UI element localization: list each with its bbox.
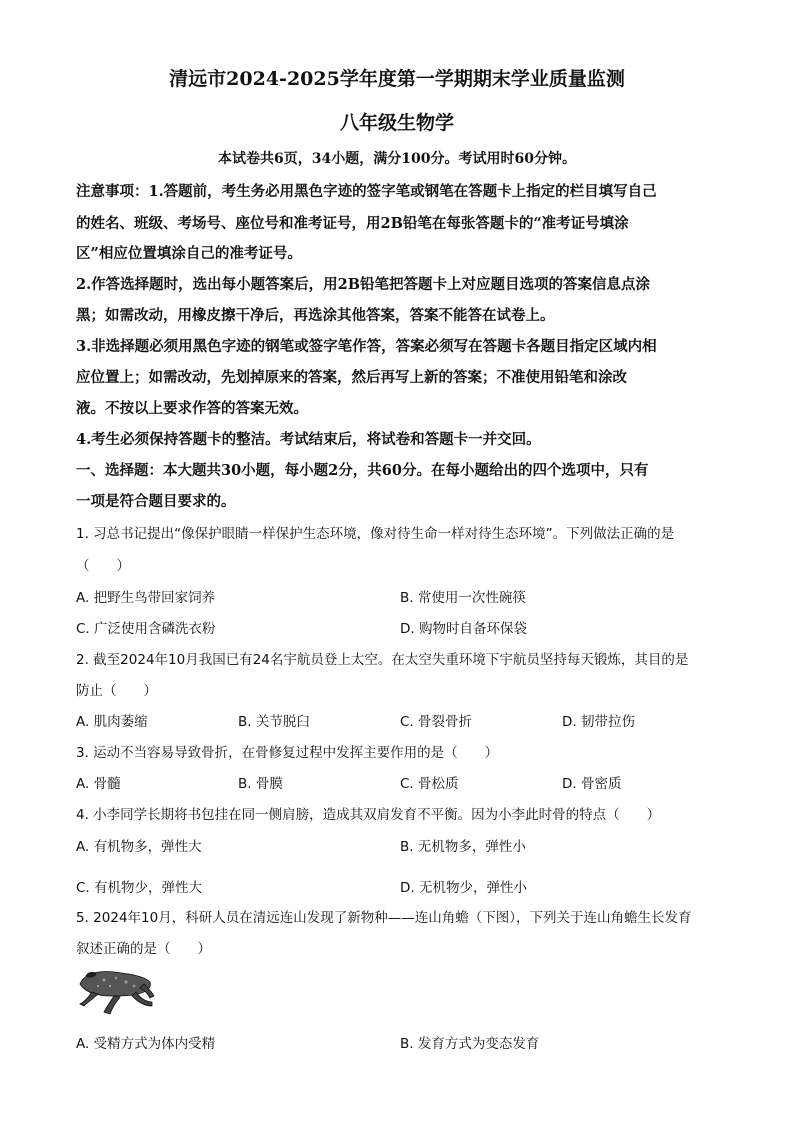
question-2-option-d: D. 韧带拉伤 <box>562 714 635 730</box>
question-4-option-c: C. 有机物少，弹性大 <box>76 880 203 896</box>
question-3-option-b: B. 骨膜 <box>238 776 283 792</box>
question-1-stem: （ ） <box>76 558 130 574</box>
question-5-stem: 叙述正确的是（ ） <box>76 941 211 957</box>
section-heading: 一、选择题：本大题共30小题，每小题2分，共60分。在每小题给出的四个选项中，只有 <box>76 462 649 479</box>
notes-line: 的姓名、班级、考场号、座位号和准考证号，用2B铅笔在每张答题卡的“准考证号填涂 <box>76 215 629 232</box>
question-1-option-c: C. 广泛使用含磷洗衣粉 <box>76 621 216 637</box>
notes-line: 黑；如需改动，用橡皮擦干净后，再选涂其他答案，答案不能答在试卷上。 <box>76 307 555 324</box>
question-5-option-a: A. 受精方式为体内受精 <box>76 1036 216 1052</box>
notes-line: 2.作答选择题时，选出每小题答案后，用2B铅笔把答题卡上对应题目选项的答案信息点涂 <box>76 276 650 293</box>
frog-image <box>74 962 156 1020</box>
notes-line: 液。不按以上要求作答的答案无效。 <box>76 400 308 417</box>
notes-line: 注意事项：1.答题前，考生务必用黑色字迹的签字笔或钢笔在答题卡上指定的栏目填写自己 <box>76 183 657 200</box>
exam-title: 清远市2024-2025学年度第一学期期末学业质量监测 <box>169 68 625 90</box>
notes-line: 4.考生必须保持答题卡的整洁。考试结束后，将试卷和答题卡一并交回。 <box>76 431 541 448</box>
question-1-stem: 1. 习总书记提出“像保护眼睛一样保护生态环境，像对待生命一样对待生态环境”。下列做法正确的是 <box>76 526 675 542</box>
question-3-option-d: D. 骨密质 <box>562 776 622 792</box>
question-5-stem: 5. 2024年10月，科研人员在清远连山发现了新物种——连山角蟾（下图），下列关于连山角蟾生长发育 <box>76 910 692 926</box>
subject-title: 八年级生物学 <box>339 112 454 134</box>
notes-line: 应位置上；如需改动，先划掉原来的答案，然后再写上新的答案；不准使用铅笔和涂改 <box>76 369 627 386</box>
question-1-option-a: A. 把野生鸟带回家饲养 <box>76 590 216 606</box>
question-1-option-b: B. 常使用一次性碗筷 <box>400 590 526 606</box>
question-4-option-d: D. 无机物少，弹性小 <box>400 880 527 896</box>
question-1-option-d: D. 购物时自备环保袋 <box>400 621 527 637</box>
notes-line: 3.非选择题必须用黑色字迹的钢笔或签字笔作答，答案必须写在答题卡各题目指定区域内相 <box>76 338 657 355</box>
question-4-option-b: B. 无机物多，弹性小 <box>400 839 526 855</box>
exam-info: 本试卷共6页，34小题，满分100分。考试用时60分钟。 <box>218 151 576 167</box>
question-2-option-a: A. 肌肉萎缩 <box>76 714 148 730</box>
question-2-stem: 2. 截至2024年10月我国已有24名宇航员登上太空。在太空失重环境下宇航员坚持每天锻炼，其目的是 <box>76 652 689 668</box>
notes-line: 区”相应位置填涂自己的准考证号。 <box>76 245 302 262</box>
question-2-option-b: B. 关节脱臼 <box>238 714 310 730</box>
question-2-option-c: C. 骨裂骨折 <box>400 714 473 730</box>
question-3-option-a: A. 骨髓 <box>76 776 121 792</box>
question-4-option-a: A. 有机物多，弹性大 <box>76 839 202 855</box>
question-5-option-b: B. 发育方式为变态发育 <box>400 1036 540 1052</box>
question-3-option-c: C. 骨松质 <box>400 776 459 792</box>
section-heading: 一项是符合题目要求的。 <box>76 493 236 510</box>
question-4-stem: 4. 小李同学长期将书包挂在同一侧肩膀，造成其双肩发育不平衡。因为小李此时骨的特点（ ） <box>76 807 661 823</box>
question-3-stem: 3. 运动不当容易导致骨折，在骨修复过程中发挥主要作用的是（ ） <box>76 745 499 761</box>
question-2-stem: 防止（ ） <box>76 683 157 699</box>
